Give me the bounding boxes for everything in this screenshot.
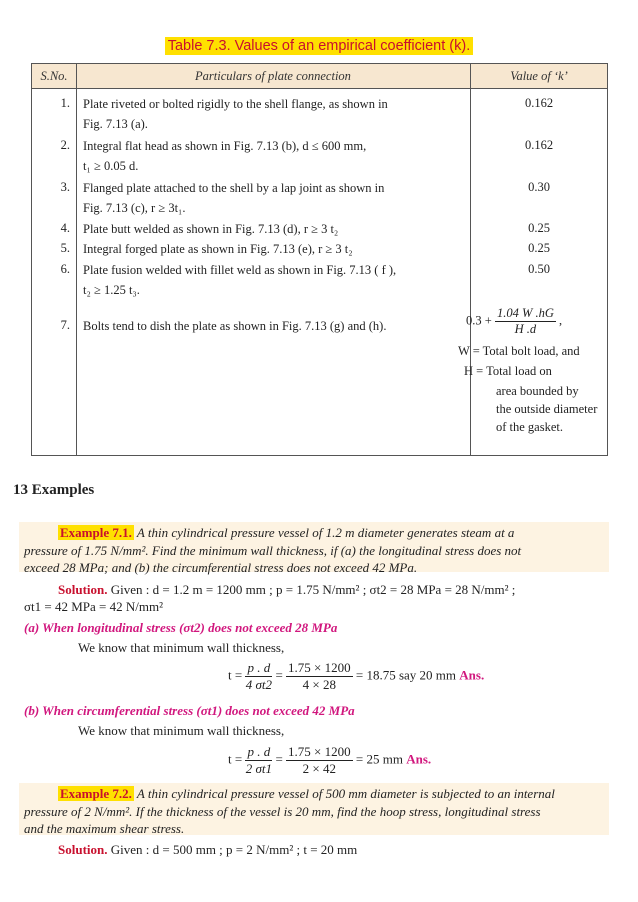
row-sno: 4. (60, 221, 70, 235)
row-sno: 2. (60, 138, 70, 152)
row-particulars: Plate butt welded as shown in Fig. 7.13 (d), r ≥ 3 t₂ (83, 222, 339, 236)
row-value: 0.25 (528, 221, 550, 235)
equation-b: t = $\frac{p . d}{2 \sigma t1}$ = $\frac{1.75 \times 1200}{2 \times 42}$ = 25 mm Ans. (228, 744, 432, 776)
row-particulars: Integral forged plate as shown in Fig. 7.13 (e), r ≥ 3 t₂ (83, 242, 353, 256)
header-value: Value of ‘k’ (510, 69, 568, 83)
row-value: 0.30 (528, 180, 550, 194)
row7-h-definition-cont: area bounded by the outside diameter of the gasket. (496, 384, 598, 434)
row-particulars: Integral flat head as shown in Fig. 7.13 (b), d ≤ 600 mm, t₁ ≥ 0.05 d. (83, 139, 367, 173)
row-sno: 7. (60, 318, 70, 332)
example-1-given-cont: σt1 = 42 MPa = 42 N/mm² (24, 599, 163, 614)
part-a-heading: (a) When longitudinal stress (σt2) does not exceed 28 MPa (24, 620, 338, 635)
header-particulars: Particulars of plate connection (195, 69, 351, 83)
row7-h-definition: H = Total load on (464, 364, 552, 378)
example-2-given: Solution. Given : d = 500 mm ; p = 2 N/mm² ; t = 20 mm (58, 842, 358, 857)
table-title: Table 7.3. Values of an empirical coefficient (k). (0, 38, 638, 54)
row-value: 0.162 (524, 96, 554, 110)
header-sno: S.No. (40, 69, 68, 83)
row-particulars: Bolts tend to dish the plate as shown in Fig. 7.13 (g) and (h). (83, 319, 387, 333)
row7-w-definition: W = Total bolt load, and (458, 344, 580, 358)
row-sno: 3. (60, 180, 70, 194)
row-particulars: Flanged plate attached to the shell by a lap joint as shown in Fig. 7.13 (c), r ≥ 3t₁. (83, 181, 385, 215)
equation-a: t = $\frac{p . d}{4 \sigma t2}$ = $\frac{1.75 \times 1200}{4 \times 28}$ = 18.75 say 20 mm Ans. (228, 660, 485, 692)
example-1-statement: Example 7.1. A thin cylindrical pressure vessel of 1.2 m diameter generates steam at a pressure of 1.75 N/mm². Find the minimum wall thickness, if (a) the longitudinal stress does not exceed 28 MPa; and (b) the circumferential stress does not exceed 42 MPa. (24, 525, 522, 575)
coefficient-table (31, 63, 608, 456)
row-particulars: Plate fusion welded with fillet weld as shown in Fig. 7.13 ( f ), t₂ ≥ 1.25 t₃. (83, 263, 397, 297)
part-b-intro: We know that minimum wall thickness, (78, 723, 285, 738)
row-value: 0.50 (528, 262, 550, 276)
row-value: 0.25 (528, 241, 550, 255)
example-1-given: Solution. Given : d = 1.2 m = 1200 mm ; p = 1.75 N/mm² ; σt2 = 28 MPa = 28 N/mm² ; (58, 582, 516, 597)
section-heading: 13 Examples (13, 482, 95, 498)
example-2-statement: Example 7.2. A thin cylindrical pressure vessel of 500 mm diameter is subjected to an internal pressure of 2 N/mm². If the thickness of the vessel is 20 mm, find the hoop stress, longitudinal stress and the maximum shear stress. (24, 786, 555, 836)
row-particulars: Plate riveted or bolted rigidly to the shell flange, as shown in Fig. 7.13 (a). (83, 97, 388, 131)
row-sno: 5. (60, 241, 70, 255)
row-sno: 1. (60, 96, 70, 110)
row7-formula: 0.3 + $\frac{1.04 W .hG}{H .d}$ , (466, 306, 563, 336)
row-value: 0.162 (524, 138, 554, 152)
part-a-intro: We know that minimum wall thickness, (78, 640, 285, 655)
row-sno: 6. (60, 262, 70, 276)
part-b-heading: (b) When circumferential stress (σt1) does not exceed 42 MPa (24, 703, 355, 718)
